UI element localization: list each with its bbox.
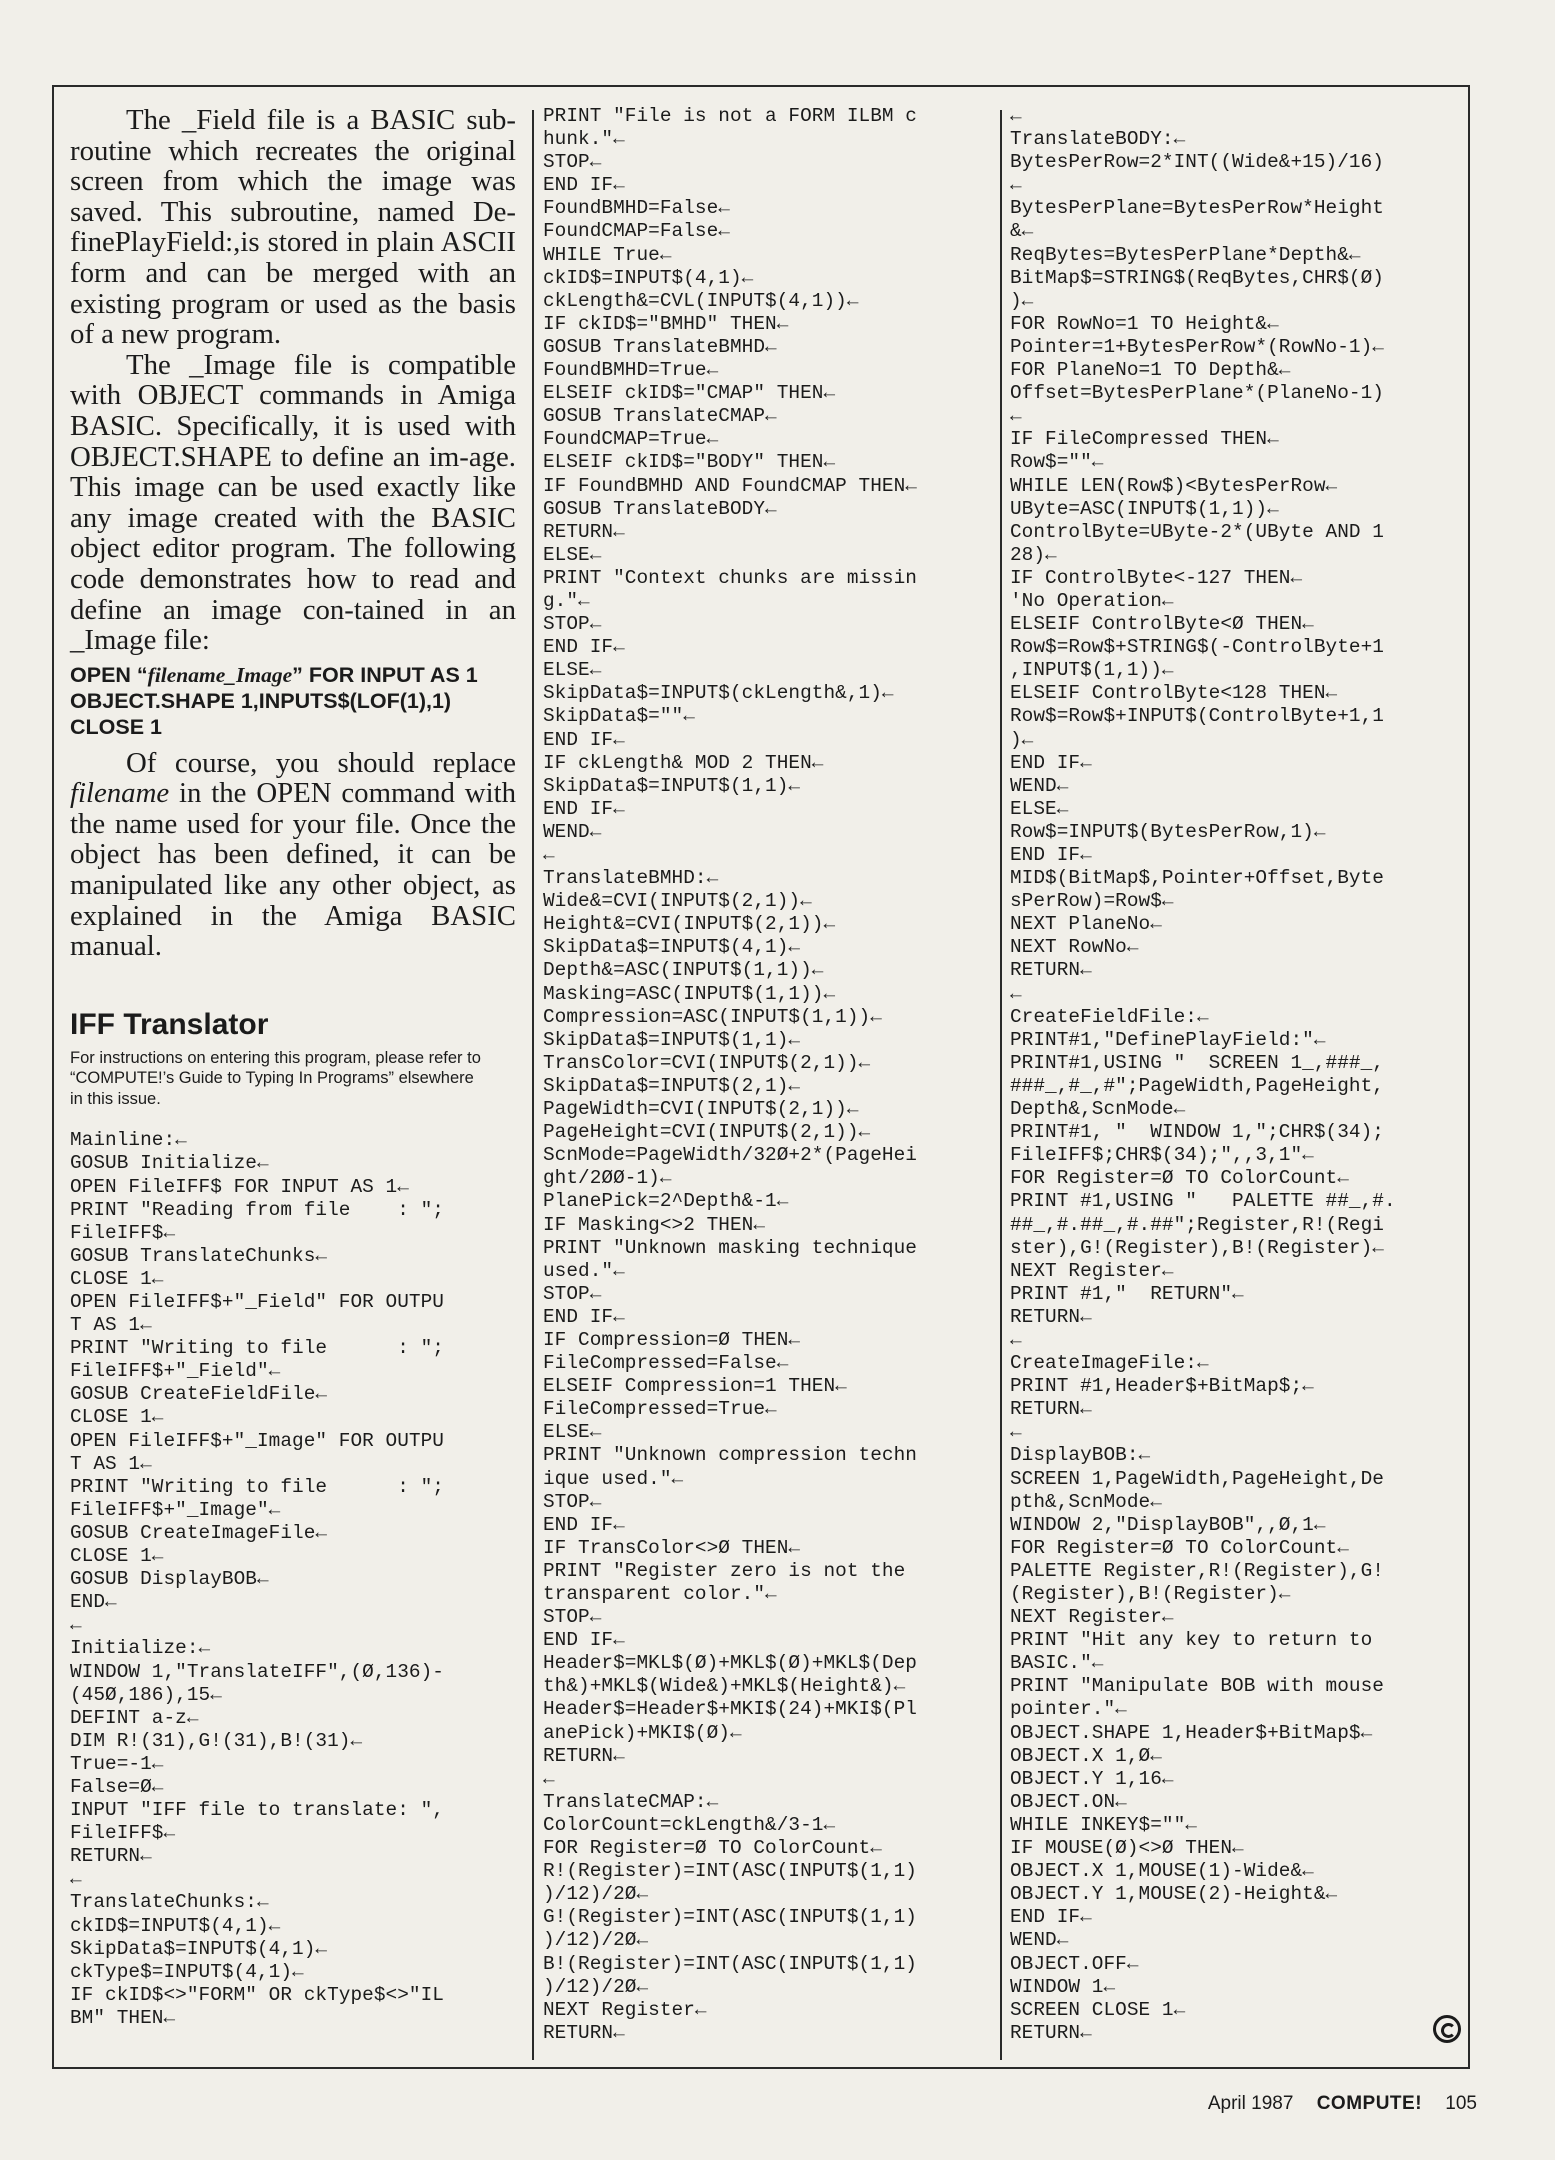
paragraph-replace-filename: Of course, you should replace filename in the OPEN command with the name used for your file. Once the object has been defined, it can be manipulated like any other object, as explained in the Amiga BASIC manual. [70,746,516,963]
typing-instructions-note: For instructions on entering this program, please refer to “COMPUTE!’s Guide to Typing In Programs” elsewhere in this issue. [70,1048,481,1108]
end-mark-icon [1433,2015,1461,2043]
magazine-name: COMPUTE! [1316,2093,1423,2114]
column-2 [543,105,993,2045]
issue-date: April 1987 [1207,2093,1294,2114]
open-command: OPEN “filename_Image” FOR INPUT AS 1 [70,662,478,687]
close-command: CLOSE 1 [70,714,162,739]
column-1 [70,105,516,2030]
example-commands [70,662,516,740]
paragraph-field-file: The _Field file is a BASIC sub-routine which recreates the original screen from which the image was saved. This subroutine, named De-finePlayField:,is stored in plain ASCII form and can be merged with an existing program or used as the basis of a new program. [70,104,516,351]
column-3 [1010,105,1458,2045]
code-listing-part-1: Mainline:← GOSUB Initialize← OPEN FileIFF$ FOR INPUT AS 1← PRINT "Reading from file : "; FileIFF$← GOSUB TranslateChunks← CLOSE 1← OPEN FileIFF$+"_Field" FOR OUTPU T AS 1← PRINT "Writing to file : "; FileIFF$+"_Field"← GOSUB CreateFieldFile← CLOSE 1← OPEN FileIFF$+"_Image" FOR OUTPU T AS 1← PRINT "Writing to file : "; FileIFF$+"_Image"← GOSUB CreateImageFile← CLOSE 1← GOSUB DisplayBOB← END← ← Initialize:← WINDOW 1,"TranslateIFF",(Ø,136)- (45Ø,186),15← DEFINT a-z← DIM R!(31),G!(31),B!(31)← True=-1← False=Ø← INPUT "IFF file to translate: ", FileIFF$← RETURN← ← TranslateChunks:← ckID$=INPUT$(4,1)← SkipData$=INPUT$(4,1)← ckType$=INPUT$(4,1)← IF ckID$<>"FORM" OR ckType$<>"IL BM" THEN← [70,1129,444,2029]
object-shape-command: OBJECT.SHAPE 1,INPUTS$(LOF(1),1) [70,688,452,713]
code-listing-part-2: PRINT "File is not a FORM ILBM c hunk."← STOP← END IF← FoundBMHD=False← FoundCMAP=False← WHILE True← ckID$=INPUT$(4,1)← ckLength&=CVL(INPUT$(4,1))← IF ckID$="BMHD" THEN← GOSUB TranslateBMHD← FoundBMHD=True← ELSEIF ckID$="CMAP" THEN← GOSUB TranslateCMAP← FoundCMAP=True← ELSEIF ckID$="BODY" THEN← IF FoundBMHD AND FoundCMAP THEN← GOSUB TranslateBODY← RETURN← ELSE← PRINT "Context chunks are missin g."← STOP← END IF← ELSE← SkipData$=INPUT$(ckLength&,1)← SkipData$=""← END IF← IF ckLength& MOD 2 THEN← SkipData$=INPUT$(1,1)← END IF← WEND← ← TranslateBMHD:← Wide&=CVI(INPUT$(2,1))← Height&=CVI(INPUT$(2,1))← SkipData$=INPUT$(4,1)← Depth&=ASC(INPUT$(1,1))← Masking=ASC(INPUT$(1,1))← Compression=ASC(INPUT$(1,1))← SkipData$=INPUT$(1,1)← TransColor=CVI(INPUT$(2,1))← SkipData$=INPUT$(2,1)← PageWidth=CVI(INPUT$(2,1))← PageHeight=CVI(INPUT$(2,1))← ScnMode=PageWidth/32Ø+2*(PageHei ght/2ØØ-1)← PlanePick=2^Depth&-1← IF Masking<>2 THEN← PRINT "Unknown masking technique used."← STOP← END IF← IF Compression=Ø THEN← FileCompressed=False← ELSEIF Compression=1 THEN← FileCompressed=True← ELSE← PRINT "Unknown compression techn ique used."← STOP← END IF← IF TransColor<>Ø THEN← PRINT "Register zero is not the transparent color."← STOP← END IF← Header$=MKL$(Ø)+MKL$(Ø)+MKL$(Dep th&)+MKL$(Wide&)+MKL$(Height&)← Header$=Header$+MKI$(24)+MKI$(Pl anePick)+MKI$(Ø)← RETURN← ← TranslateCMAP:← ColorCount=ckLength&/3-1← FOR Register=Ø TO ColorCount← R!(Register)=INT(ASC(INPUT$(1,1) )/12)/2Ø← G!(Register)=INT(ASC(INPUT$(1,1) )/12)/2Ø← B!(Register)=INT(ASC(INPUT$(1,1) )/12)/2Ø← NEXT Register← RETURN← [543,105,917,2044]
page-number: 105 [1445,2093,1477,2114]
section-heading: IFF Translator [70,1007,269,1041]
page-footer [1190,2093,1477,2115]
column-rule [532,110,534,2060]
paragraph-image-file: The _Image file is compatible with OBJECT commands in Amiga BASIC. Specifically, it is used with OBJECT.SHAPE to define an im-age. This image can be used exactly like any image created with the BASIC object editor program. The following code demonstrates how to read and define an image con-tained in an _Image file: [70,348,516,657]
code-listing-part-3: ← TranslateBODY:← BytesPerRow=2*INT((Wide&+15)/16) ← BytesPerPlane=BytesPerRow*Height &← ReqBytes=BytesPerPlane*Depth&← BitMap$=STRING$(ReqBytes,CHR$(Ø) )← FOR RowNo=1 TO Height&← Pointer=1+BytesPerRow*(RowNo-1)← FOR PlaneNo=1 TO Depth&← Offset=BytesPerPlane*(PlaneNo-1) ← IF FileCompressed THEN← Row$=""← WHILE LEN(Row$)<BytesPerRow← UByte=ASC(INPUT$(1,1))← ControlByte=UByte-2*(UByte AND 1 28)← IF ControlByte<-127 THEN← 'No Operation← ELSEIF ControlByte<Ø THEN← Row$=Row$+STRING$(-ControlByte+1 ,INPUT$(1,1))← ELSEIF ControlByte<128 THEN← Row$=Row$+INPUT$(ControlByte+1,1 )← END IF← WEND← ELSE← Row$=INPUT$(BytesPerRow,1)← END IF← MID$(BitMap$,Pointer+Offset,Byte sPerRow)=Row$← NEXT PlaneNo← NEXT RowNo← RETURN← ← CreateFieldFile:← PRINT#1,"DefinePlayField:"← PRINT#1,USING " SCREEN 1_,###_, ###_,#_,#";PageWidth,PageHeight, Depth&,ScnMode← PRINT#1, " WINDOW 1,";CHR$(34); FileIFF$;CHR$(34);",,3,1"← FOR Register=Ø TO ColorCount← PRINT #1,USING " PALETTE ##_,#. ##_,#.##_,#.##";Register,R!(Regi ster),G!(Register),B!(Register)← NEXT Register← PRINT #1," RETURN"← RETURN← ← CreateImageFile:← PRINT #1,Header$+BitMap$;← RETURN← ← DisplayBOB:← SCREEN 1,PageWidth,PageHeight,De pth&,ScnMode← WINDOW 2,"DisplayBOB",,Ø,1← FOR Register=Ø TO ColorCount← PALETTE Register,R!(Register),G! (Register),B!(Register)← NEXT Register← PRINT "Hit any key to return to BASIC."← PRINT "Manipulate BOB with mouse pointer."← OBJECT.SHAPE 1,Header$+BitMap$← OBJECT.X 1,Ø← OBJECT.Y 1,16← OBJECT.ON← WHILE INKEY$=""← IF MOUSE(Ø)<>Ø THEN← OBJECT.X 1,MOUSE(1)-Wide&← OBJECT.Y 1,MOUSE(2)-Height&← END IF← WEND← OBJECT.OFF← WINDOW 1← SCREEN CLOSE 1← RETURN← [1010,105,1396,2044]
column-rule [1000,110,1002,2060]
